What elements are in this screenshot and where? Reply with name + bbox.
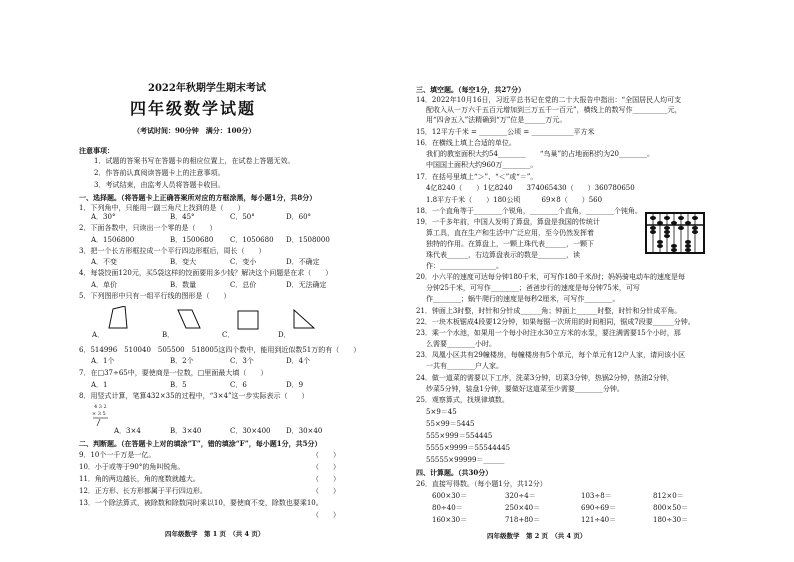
- judge-10: 10．小于或等于90°的角叫锐角。: [79, 463, 185, 471]
- notice-2: 2．作答前认真阅读答题卡上的注意事项。: [94, 169, 225, 177]
- exam-info: （考试时间：90分钟 满分：100分）: [133, 126, 256, 135]
- q6-text: 6．514996 510040 505500 518005这四个数中，能用到近似数51万的有（ ）: [79, 346, 361, 354]
- q8-figure-line-1: 4 3 2: [94, 404, 107, 410]
- q4-opt-c: C．总价: [230, 281, 257, 289]
- calc-2-2: 250×40＝: [505, 504, 541, 512]
- q2-opt-c: C．1050680: [230, 236, 274, 244]
- section-choice: 一、选择题。（将答题卡上正确答案所对应的方框涂黑，每小题1分，共8分）: [79, 193, 317, 202]
- pattern-3: 555×999＝554445: [426, 432, 493, 440]
- q22-text: 22．一块木板锯成4段要12分钟，如果每锯一次所用的时间相同，锯成7段要______分钟。: [416, 318, 695, 326]
- judge-13: 13．一个除法算式，被除数和除数同时乘以10，要使商不变，除数也要乘10。: [79, 499, 323, 507]
- q18-text: 18．一个直角等于________个锐角，________个直角，________个钝角。: [416, 207, 642, 215]
- calc-3-2: 718+80＝: [505, 516, 541, 524]
- q23-line-b: 一共有________户人家。: [426, 362, 503, 370]
- q8-opt-a: A．3×4: [114, 427, 141, 435]
- q24-line-b: 炒菜5分钟，装盘1分钟，要做好这道菜至少需要________分钟。: [426, 385, 624, 393]
- calc-2-1: 80÷40＝: [432, 504, 463, 512]
- q6-opt-b: B．2个: [170, 357, 194, 365]
- notice-3: 3．考试结束，由监考人员将答题卡收回。: [94, 181, 225, 189]
- q24-line-a: 24．做一道菜的需要以下工序，洗菜3分钟，切菜3分钟，热锅2分钟，热油2分钟，: [416, 374, 674, 382]
- q2-opt-a: A．1506800: [91, 236, 135, 244]
- q1-text: 1．下列角中，只能用一副三角尺上找到的是（ ）: [79, 204, 245, 212]
- exam-title: 2022年秋期学生期末考试: [148, 83, 266, 94]
- q20-line-a: 20．小六平的速度可达每分钟180千米，可写作180千米/时；妈妈骑电动车的速度是每: [416, 273, 685, 281]
- q7-opt-c: C．6: [230, 381, 247, 389]
- q3-opt-d: D．不确定: [286, 258, 320, 266]
- q14-line-2: 配收入从一万六千五百元增加到三万五千一百元”，横线上的数写作__________元，: [426, 106, 682, 114]
- q25-text: 25．观察算式，找规律填数。: [416, 396, 509, 404]
- pattern-4: 5555×9999＝55544445: [426, 444, 511, 452]
- q1-opt-d: D．60°: [286, 213, 312, 221]
- q2-opt-b: B．1500680: [170, 236, 214, 244]
- calc-3-4: 180÷30＝: [653, 516, 689, 524]
- notice-1: 1．试题的答案书写在答题卡的相应位置上，在试卷上答题无效。: [94, 157, 295, 165]
- q1-opt-c: C．50°: [230, 213, 255, 221]
- q7-text: 7．在□37÷65中，要使商是一位数，□里面最大填（ ）: [79, 369, 268, 377]
- notice-title: 注意事项：: [79, 146, 114, 155]
- q15-text: 15．12平方千米 = ________公顷 = ____________平方米: [416, 128, 595, 136]
- judge-11-paren: （ ）: [312, 475, 340, 483]
- q19-line-c: 独特的作用。在算盘上，一颗上珠代表______，一颗下: [426, 240, 594, 248]
- q3-text: 3．把一个长方形框拉成一个平行四边形框后，周长（ ）: [79, 247, 266, 255]
- pattern-1: 5×9＝45: [426, 408, 457, 416]
- q7-opt-a: A．1: [91, 381, 108, 389]
- trapezoid-figure-a: [108, 306, 130, 330]
- q4-opt-a: A．单价: [91, 281, 118, 289]
- calc-1-4: 812×0＝: [653, 492, 684, 500]
- q6-opt-c: C．3个: [230, 357, 254, 365]
- q4-text: 4．每袋饺面120元，买5袋这样的饺面要用多少钱？解决这个问题是在求（ ）: [79, 269, 333, 277]
- judge-10-paren: （ ）: [312, 463, 340, 471]
- q19-line-b: 算工具，直在生产和生活中广泛应用，至今仍然发挥着: [426, 229, 594, 237]
- q22b-line-a: 23．乘一个水池，如果用一个每小时注水30立方米的水泵，要注满需要15个小时，那: [416, 329, 681, 337]
- section-calc: 四、计算题。（共30分）: [416, 468, 493, 477]
- calc-2-4: 800×50＝: [653, 504, 689, 512]
- q16-line-a: 我们的教室面积大约54________ “鸟巢”的占地面积约为20________。: [426, 150, 654, 158]
- q8-opt-c: C．30×400: [230, 427, 271, 435]
- q20-line-b: 分钟25千米，可写作________；爸爸步行的速度是每分钟75米，可写: [426, 284, 640, 292]
- q8-figure-arrow: [92, 417, 110, 427]
- q5-opt-a: A．: [92, 331, 105, 339]
- q5-opt-b: B．: [162, 331, 175, 339]
- judge-12-paren: （ ）: [312, 487, 340, 495]
- q1-opt-a: A．30°: [91, 213, 116, 221]
- q3-opt-a: A．不变: [91, 258, 118, 266]
- q19-line-a: 19．一千多年前，中国人发明了算盘，算盘是我国的传统计: [416, 218, 600, 226]
- judge-11: 11．角的两边越长，角的度数就越大。: [79, 475, 200, 483]
- q3-opt-c: C．变小: [230, 258, 257, 266]
- calc-2-3: 690÷69＝: [581, 504, 617, 512]
- q5-opt-c: C．: [222, 331, 235, 339]
- q19-line-e: 作：________________。: [426, 262, 503, 270]
- q16-line-b: 中国国土面积大约960万________。: [426, 161, 538, 169]
- page-footer-1: 四年级数学 第 1 页 （共 4 页）: [165, 530, 265, 538]
- calc-3-1: 160×30＝: [432, 516, 468, 524]
- pattern-5: 55555×99999＝______: [426, 456, 505, 464]
- q8-opt-d: D．30×40: [286, 427, 323, 435]
- q4-opt-d: D．无法确定: [286, 281, 327, 289]
- q6-opt-a: A．1个: [91, 357, 115, 365]
- pattern-2: 55×99＝5445: [426, 420, 475, 428]
- exam-page-2: [397, 0, 794, 562]
- q19-line-d: 珠代表______，右边算盘表示的数是________，读: [426, 251, 580, 259]
- q4-opt-b: B．数量: [170, 281, 197, 289]
- abacus-image: [645, 212, 705, 254]
- q17-text: 17．在括号里填上“＞”、“＜”或“＝”。: [416, 173, 538, 181]
- rectangle-figure-c: [237, 310, 259, 330]
- page-footer-2: 四年级数学 第 2 页 （共 4 页）: [487, 532, 587, 540]
- q22b-line-b: 么需要________小时。: [426, 340, 496, 348]
- judge-9: 9．10个一千万是一亿。: [79, 451, 156, 459]
- exam-subject: 四年级数学试题: [130, 99, 257, 118]
- q16-text: 16．在横线上填上合适的单位。: [416, 139, 516, 147]
- q2-text: 2．下面各数中，只读出一个零的是（ ）: [79, 224, 217, 232]
- calc-1-2: 320÷4＝: [505, 492, 536, 500]
- q8-text: 8．用竖式计算，笔算432×35的过程中，“3×4”这一步实际表示（ ）: [79, 392, 309, 400]
- calc-1-1: 600×30＝: [432, 492, 468, 500]
- q8-figure-line-2: × 3 5: [92, 411, 106, 417]
- q26-text: 26．直接写得数。（每小题1分，共12分）: [416, 480, 547, 488]
- section-fill: 三、填空题。（每空1分，共27分）: [416, 85, 526, 94]
- judge-9-paren: （ ）: [312, 451, 340, 459]
- calc-1-3: 103÷8＝: [581, 492, 612, 500]
- q5-opt-d: D．: [278, 331, 291, 339]
- q5-text: 5．下列图形中只有一组平行线的图形是（ ）: [79, 292, 231, 300]
- q6-opt-d: D．4个: [286, 357, 311, 365]
- q17-line-b: 1.8平方千米（ ）180公顷 69×8（ ）560: [426, 196, 603, 204]
- judge-13-paren: （ ）: [312, 511, 340, 519]
- q21-text: 21．钟面上3时整，时针和分针成______角；钟面上______时整，时针和分针成平角。: [416, 307, 682, 315]
- q14-line-1: 14．2022年10月16日，习近平总书记在党的二十大报告中指出：“全国居民人均可支: [416, 96, 682, 104]
- q7-opt-d: D．9: [286, 381, 304, 389]
- q1-opt-b: B．45°: [170, 213, 195, 221]
- q8-opt-b: B．3×40: [170, 427, 202, 435]
- judge-12: 12．正方形、长方形都属于平行四边形。: [79, 487, 207, 495]
- q17-line-a: 4亿8240（ ）1亿8240 374065430（ ）360780650: [426, 184, 635, 192]
- q20-line-c: 作________；蜗牛爬行的速度是每秒2厘米，可写作________。: [426, 295, 620, 303]
- parallelogram-figure-b: [176, 308, 202, 330]
- q23-line-a: 23．凤凰小区共有29幢楼房，每幢楼房有5个单元，每个单元有12户人家，请问该小区: [416, 351, 686, 359]
- q7-opt-b: B．5: [170, 381, 187, 389]
- triangle-figure-d: [292, 308, 316, 330]
- q3-opt-b: B．变大: [170, 258, 197, 266]
- q14-line-3: 用“四舍五入”法精确到“万”位是______万元。: [426, 116, 567, 124]
- calc-3-3: 121÷40＝: [581, 516, 617, 524]
- q2-opt-d: D．1508000: [286, 236, 330, 244]
- section-judge: 二、判断题。（在答题卡上对的填涂“T”，错的填涂“F”，每小题1分，共5分）: [79, 439, 322, 448]
